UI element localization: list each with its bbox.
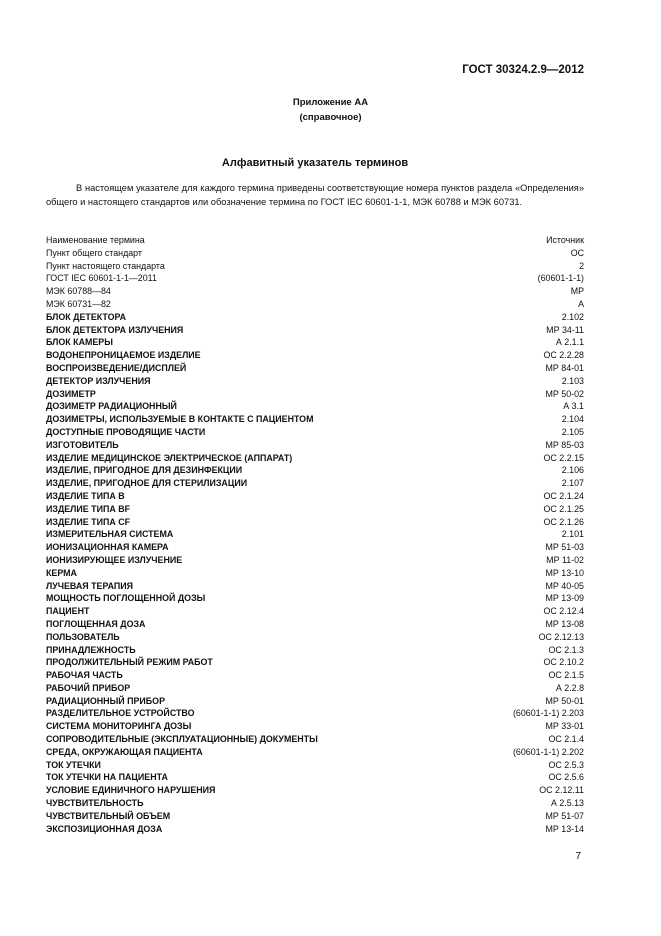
term-source: МР 13-09 <box>545 593 584 604</box>
term-source: МР 84-01 <box>545 362 584 373</box>
appendix-subtitle: (справочное) <box>299 112 362 123</box>
legend-source: МР <box>570 286 584 297</box>
term-source: ОС 2.12.11 <box>539 785 584 796</box>
term-row <box>46 324 584 337</box>
term-row <box>46 400 584 413</box>
term-row <box>46 695 584 708</box>
term-name: ТОК УТЕЧКИ <box>46 759 101 770</box>
term-row <box>46 362 584 375</box>
legend-row <box>46 272 584 285</box>
term-source: 2.103 <box>561 375 584 386</box>
term-source: 2.104 <box>561 414 584 425</box>
term-name: СИСТЕМА МОНИТОРИНГА ДОЗЫ <box>46 721 192 732</box>
term-source: МР 13-14 <box>545 823 584 834</box>
term-source: МР 51-03 <box>545 542 584 553</box>
term-name: ИЗДЕЛИЕ, ПРИГОДНОЕ ДЛЯ СТЕРИЛИЗАЦИИ <box>46 478 248 489</box>
legend-name: Пункт общего стандарт <box>46 247 142 258</box>
term-row <box>46 490 584 503</box>
term-source: (60601-1-1) 2.202 <box>512 746 584 757</box>
legend-source: 2 <box>579 260 584 271</box>
term-source: ОС 2.1.24 <box>543 490 584 501</box>
term-source: 2.107 <box>561 478 584 489</box>
term-row <box>46 567 584 580</box>
term-row <box>46 631 584 644</box>
term-name: БЛОК ДЕТЕКТОРА <box>46 311 127 322</box>
term-row <box>46 733 584 746</box>
term-source: (60601-1-1) 2.203 <box>512 708 584 719</box>
term-row <box>46 452 584 465</box>
term-source: ОС 2.2.28 <box>543 350 584 361</box>
term-name: КЕРМА <box>46 567 77 578</box>
term-name: ИЗДЕЛИЕ ТИПА BF <box>46 503 131 514</box>
term-row <box>46 771 584 784</box>
term-source: МР 50-01 <box>545 695 584 706</box>
term-source: ОС 2.2.15 <box>543 452 584 463</box>
term-name: БЛОК КАМЕРЫ <box>46 337 113 348</box>
term-name: ИОНИЗАЦИОННАЯ КАМЕРА <box>46 542 169 553</box>
term-source: ОС 2.1.5 <box>548 670 584 681</box>
term-row <box>46 810 584 823</box>
term-name: ИОНИЗИРУЮЩЕЕ ИЗЛУЧЕНИЕ <box>46 554 183 565</box>
term-row <box>46 426 584 439</box>
term-source: МР 13-08 <box>545 618 584 629</box>
legend-source: А <box>578 298 584 309</box>
legend-name: МЭК 60788—84 <box>46 286 111 297</box>
term-row <box>46 413 584 426</box>
term-row <box>46 682 584 695</box>
term-name: ЛУЧЕВАЯ ТЕРАПИЯ <box>46 580 134 591</box>
term-name: МОЩНОСТЬ ПОГЛОЩЕННОЙ ДОЗЫ <box>46 593 206 604</box>
term-name: ЧУВСТВИТЕЛЬНОСТЬ <box>46 798 144 809</box>
page-number: 7 <box>575 851 581 862</box>
term-row <box>46 605 584 618</box>
term-name: ИЗДЕЛИЕ, ПРИГОДНОЕ ДЛЯ ДЕЗИНФЕКЦИИ <box>46 465 243 476</box>
term-name: РАБОЧАЯ ЧАСТЬ <box>46 670 123 681</box>
term-name: ПРОДОЛЖИТЕЛЬНЫЙ РЕЖИМ РАБОТ <box>46 657 213 668</box>
term-source: МР 11-02 <box>546 554 584 565</box>
term-name: ВОСПРОИЗВЕДЕНИЕ/ДИСПЛЕЙ <box>46 362 187 373</box>
legend-row <box>46 260 584 273</box>
term-index-table <box>46 234 584 835</box>
legend-name: Пункт настоящего стандарта <box>46 260 165 271</box>
term-row <box>46 464 584 477</box>
term-name: ДОЗИМЕТРЫ, ИСПОЛЬЗУЕМЫЕ В КОНТАКТЕ С ПАЦИЕНТОМ <box>46 414 314 425</box>
term-name: ВОДОНЕПРОНИЦАЕМОЕ ИЗДЕЛИЕ <box>46 350 201 361</box>
term-source: А 2.1.1 <box>555 337 584 348</box>
term-row <box>46 349 584 362</box>
term-source: ОС 2.5.6 <box>548 772 584 783</box>
term-source: МР 85-03 <box>545 439 584 450</box>
term-row <box>46 707 584 720</box>
term-source: А 3.1 <box>563 401 584 412</box>
term-source: ОС 2.12.4 <box>543 606 584 617</box>
legend-name: ГОСТ IEC 60601-1-1—2011 <box>46 273 157 284</box>
legend-name: Наименование термина <box>46 235 145 245</box>
document-header: ГОСТ 30324.2.9—2012 <box>462 64 584 76</box>
term-row <box>46 375 584 388</box>
term-source: МР 33-01 <box>545 721 584 732</box>
term-name: УСЛОВИЕ ЕДИНИЧНОГО НАРУШЕНИЯ <box>46 785 216 796</box>
legend-row <box>46 298 584 311</box>
term-row <box>46 503 584 516</box>
term-name: РАБОЧИЙ ПРИБОР <box>46 682 131 693</box>
term-row <box>46 823 584 836</box>
legend-source: (60601-1-1) <box>537 273 584 284</box>
term-row <box>46 618 584 631</box>
term-row <box>46 516 584 529</box>
term-source: ОС 2.1.26 <box>543 516 584 527</box>
term-row <box>46 759 584 772</box>
term-row <box>46 669 584 682</box>
term-source: МР 40-05 <box>545 580 584 591</box>
term-source: 2.105 <box>561 426 584 437</box>
term-source: ОС 2.1.25 <box>543 503 584 514</box>
term-name: ЧУВСТВИТЕЛЬНЫЙ ОБЪЕМ <box>46 810 171 821</box>
term-source: МР 34-11 <box>546 324 584 335</box>
term-row <box>46 477 584 490</box>
legend-source: Источник <box>546 235 584 245</box>
term-row <box>46 797 584 810</box>
term-source: 2.101 <box>561 529 584 540</box>
term-row <box>46 580 584 593</box>
intro-paragraph: В настоящем указателе для каждого термина приведены соответствующие номера пунктов раздела «Определения» общего и настоящего стандартов или обозначение термина по ГОСТ IEC 60601-1-1, МЭК 60788 и МЭК 60731. <box>46 183 584 207</box>
term-source: МР 13-10 <box>545 567 584 578</box>
term-source: А 2.5.13 <box>550 798 584 809</box>
legend-name: МЭК 60731—82 <box>46 298 111 309</box>
term-name: ИЗМЕРИТЕЛЬНАЯ СИСТЕМА <box>46 529 174 540</box>
section-title: Алфавитный указатель терминов <box>221 157 409 169</box>
legend-row <box>46 247 584 260</box>
legend-source: ОС <box>570 247 584 258</box>
term-name: ИЗГОТОВИТЕЛЬ <box>46 439 119 450</box>
term-source: ОС 2.12.13 <box>538 631 584 642</box>
term-source: МР 51-07 <box>545 810 584 821</box>
term-name: ДОЗИМЕТР <box>46 388 96 399</box>
term-row <box>46 528 584 541</box>
term-name: ИЗДЕЛИЕ ТИПА CF <box>46 516 131 527</box>
term-name: ИЗДЕЛИЕ МЕДИЦИНСКОЕ ЭЛЕКТРИЧЕСКОЕ (АППАРАТ) <box>46 452 293 463</box>
term-source: 2.106 <box>561 465 584 476</box>
term-name: ЭКСПОЗИЦИОННАЯ ДОЗА <box>46 823 163 834</box>
appendix-heading <box>0 95 661 125</box>
term-source: ОС 2.10.2 <box>543 657 584 668</box>
term-row <box>46 388 584 401</box>
term-name: РАЗДЕЛИТЕЛЬНОЕ УСТРОЙСТВО <box>46 708 195 719</box>
term-name: ДОЗИМЕТР РАДИАЦИОННЫЙ <box>46 401 177 412</box>
term-name: СОПРОВОДИТЕЛЬНЫЕ (ЭКСПЛУАТАЦИОННЫЕ) ДОКУМЕНТЫ <box>46 734 318 745</box>
term-row <box>46 336 584 349</box>
legend-row <box>46 285 584 298</box>
term-name: ТОК УТЕЧКИ НА ПАЦИЕНТА <box>46 772 168 783</box>
term-name: ПАЦИЕНТ <box>46 606 90 617</box>
term-source: 2.102 <box>561 311 584 322</box>
legend-row <box>46 234 584 247</box>
appendix-title: Приложение АА <box>292 97 369 108</box>
term-row <box>46 644 584 657</box>
term-name: СРЕДА, ОКРУЖАЮЩАЯ ПАЦИЕНТА <box>46 746 203 757</box>
term-source: ОС 2.1.4 <box>548 734 584 745</box>
term-name: ДОСТУПНЫЕ ПРОВОДЯЩИЕ ЧАСТИ <box>46 426 206 437</box>
term-row <box>46 554 584 567</box>
term-row <box>46 439 584 452</box>
term-source: А 2.2.8 <box>555 682 584 693</box>
term-name: БЛОК ДЕТЕКТОРА ИЗЛУЧЕНИЯ <box>46 324 184 335</box>
term-name: ПОГЛОЩЕННАЯ ДОЗА <box>46 618 146 629</box>
term-row <box>46 541 584 554</box>
term-name: ДЕТЕКТОР ИЗЛУЧЕНИЯ <box>46 375 151 386</box>
term-row <box>46 746 584 759</box>
term-row <box>46 784 584 797</box>
term-row <box>46 311 584 324</box>
term-name: ПРИНАДЛЕЖНОСТЬ <box>46 644 136 655</box>
term-row <box>46 592 584 605</box>
term-name: ИЗДЕЛИЕ ТИПА В <box>46 490 125 501</box>
term-row <box>46 656 584 669</box>
term-source: МР 50-02 <box>545 388 584 399</box>
term-name: ПОЛЬЗОВАТЕЛЬ <box>46 631 120 642</box>
term-source: ОС 2.5.3 <box>548 759 584 770</box>
term-name: РАДИАЦИОННЫЙ ПРИБОР <box>46 695 165 706</box>
term-row <box>46 720 584 733</box>
term-source: ОС 2.1.3 <box>548 644 584 655</box>
